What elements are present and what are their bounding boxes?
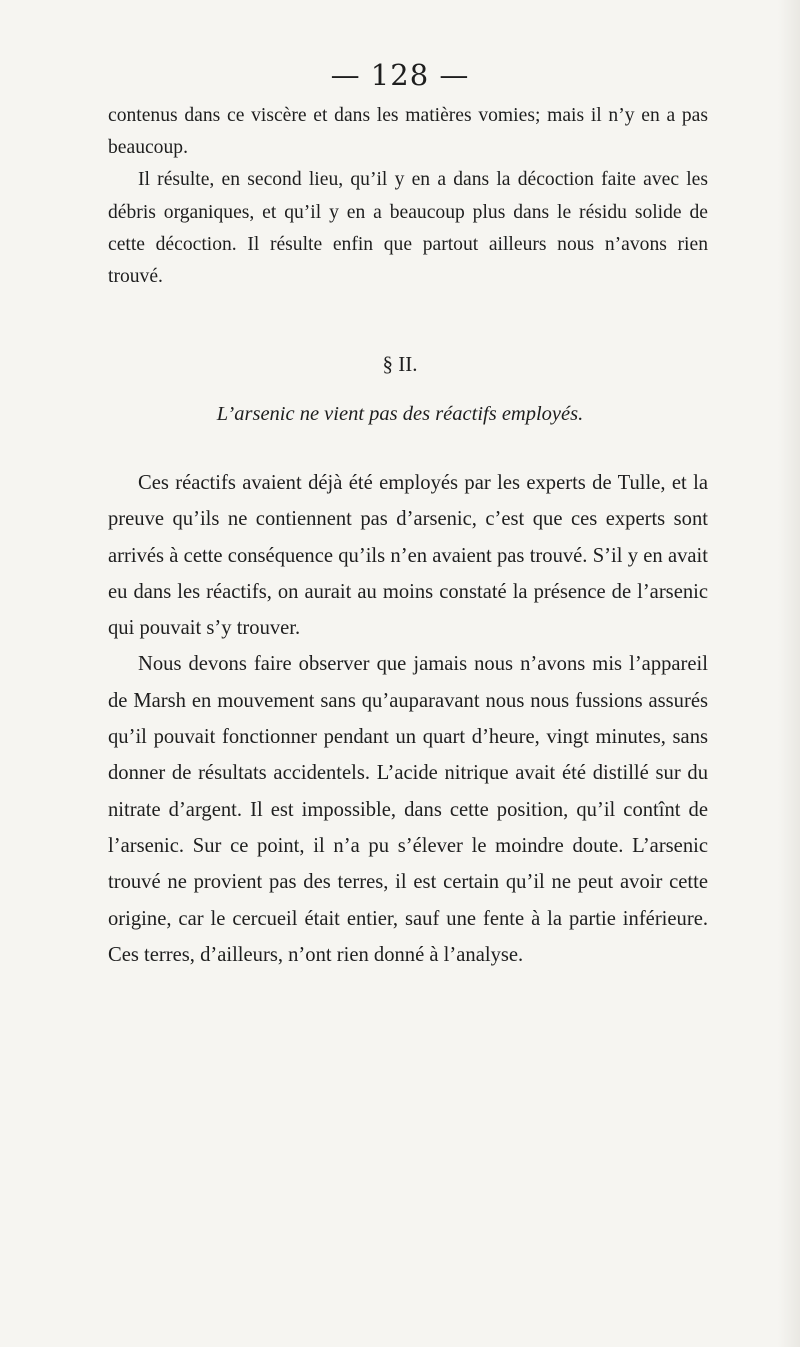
section-number: § II. <box>382 352 418 376</box>
body-paragraph: Nous devons faire observer que jamais nous n’avons mis l’appareil de Marsh en mouvement sans qu’auparavant nous nous fussions assurés qu’il pouvait fonctionner pendant un quart d’heure, vingt minutes, sans donner de résultats accidentels. L’acide nitrique avait été distillé sur du nitrate d’argent. Il est impossible, dans cette position, qu’il contînt de l’arsenic. Sur ce point, il n’a pu s’élever le moindre doute. L’arsenic trouvé ne provient pas des terres, il est certain qu’il ne peut avoir cette origine, car le cercueil était entier, sauf une fente à la partie inférieure. Ces terres, d’ailleurs, n’ont rien donné à l’analyse. <box>108 653 708 966</box>
section-title: L’arsenic ne vient pas des réactifs employés. <box>216 403 584 425</box>
intro-text-block <box>108 100 708 293</box>
intro-paragraph-continued: contenus dans ce viscère et dans les matières vomies; mais il n’y en a pas beaucoup. <box>108 105 708 159</box>
body-paragraph: Ces réactifs avaient déjà été employés par les experts de Tulle, et la preuve qu’ils ne contiennent pas d’arsenic, c’est que ces experts sont arrivés à cette conséquence qu’ils n’en avaient pas trouvé. S’il y en avait eu dans les réactifs, on aurait au moins constaté la présence de l’arsenic qui pouvait s’y trouver. <box>108 472 708 640</box>
page-number-header: — 128 — <box>330 58 470 92</box>
page-edge-shadow <box>778 0 800 1347</box>
intro-paragraph: Il résulte, en second lieu, qu’il y en a dans la décoction faite avec les débris organiques, et qu’il y en a beaucoup plus dans le résidu solide de cette décoction. Il résulte enfin que partout ailleurs nous n’avons rien trouvé. <box>108 169 708 288</box>
body-text-block <box>108 465 708 973</box>
